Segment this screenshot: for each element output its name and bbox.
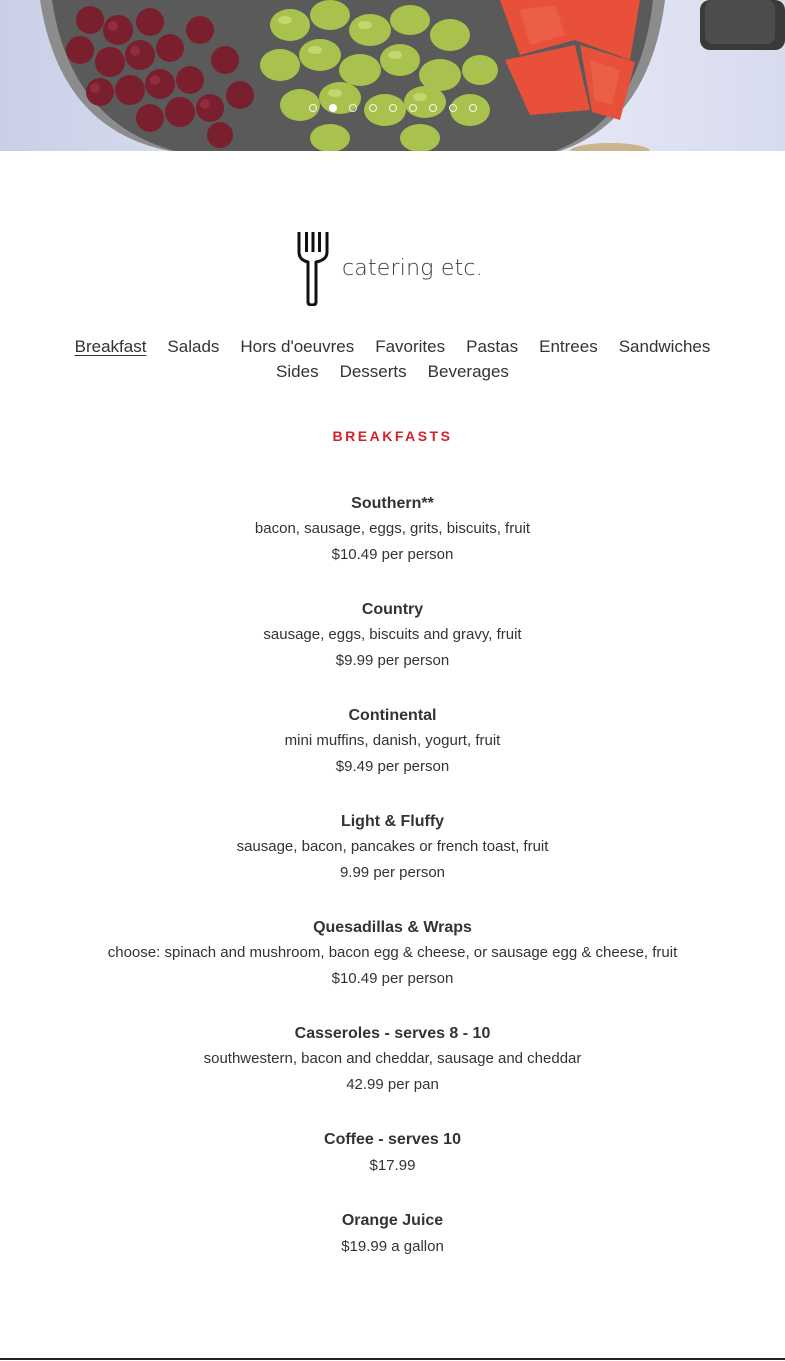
logo-text: catering etc. [342,255,483,281]
nav-link-desserts[interactable]: Desserts [339,362,407,381]
footer-divider [0,1358,785,1360]
carousel-dot-3[interactable] [349,104,357,112]
menu-item [0,703,785,781]
category-nav [0,334,785,384]
menu-item-description: mini muffins, danish, yogurt, fruit [284,732,501,749]
menu-item [0,915,785,993]
menu-item-price: $19.99 a gallon [341,1238,444,1255]
menu-item-price: $10.49 per person [331,970,454,987]
menu-item-name: Light & Fluffy [340,813,445,830]
carousel-dots [0,102,785,114]
nav-link-sandwiches[interactable]: Sandwiches [618,337,711,356]
menu-item-price: $10.49 per person [331,546,454,563]
menu-item [0,597,785,675]
menu-item [0,809,785,887]
carousel-dot-9[interactable] [469,104,477,112]
menu-item-name: Country [361,601,424,618]
carousel-dot-7[interactable] [429,104,437,112]
menu-item-price: $17.99 [369,1157,416,1174]
nav-link-salads[interactable]: Salads [167,337,220,356]
menu-item-price: $9.49 per person [335,758,450,775]
menu-item-name: Coffee - serves 10 [324,1131,461,1148]
menu-item-name: Orange Juice [341,1212,444,1229]
menu-item [0,1127,785,1180]
carousel-dot-8[interactable] [449,104,457,112]
logo[interactable] [296,230,483,306]
menu-item-description: choose: spinach and mushroom, bacon egg & cheese, or sausage egg & cheese, fruit [107,944,678,961]
nav-link-favorites[interactable]: Favorites [375,337,446,356]
carousel-dot-4[interactable] [369,104,377,112]
nav-row-2 [0,359,785,384]
carousel-dot-5[interactable] [389,104,397,112]
menu-item-price: 9.99 per person [339,864,446,881]
menu-item-price: 42.99 per pan [346,1076,439,1093]
carousel-dot-6[interactable] [409,104,417,112]
nav-link-breakfast[interactable]: Breakfast [74,337,147,356]
menu-item-name: Casseroles - serves 8 - 10 [294,1025,491,1042]
menu-item [0,491,785,569]
carousel-dot-1[interactable] [309,104,317,112]
hero-image [0,0,785,151]
menu-item-name: Quesadillas & Wraps [313,919,472,936]
menu-item-description: bacon, sausage, eggs, grits, biscuits, fruit [254,520,531,537]
nav-row-1 [0,334,785,359]
menu-item-name: Continental [348,707,437,724]
nav-link-entrees[interactable]: Entrees [539,337,598,356]
menu-list [0,491,785,1289]
nav-link-hors-doeuvres[interactable]: Hors d'oeuvres [240,337,355,356]
section-title: BREAKFASTS [332,428,453,444]
menu-item-description: southwestern, bacon and cheddar, sausage and cheddar [203,1050,582,1067]
menu-item-description: sausage, eggs, biscuits and gravy, fruit [263,626,522,643]
menu-item-name: Southern** [351,495,434,512]
menu-item [0,1021,785,1099]
menu-item [0,1208,785,1261]
carousel-dot-2[interactable] [329,104,337,112]
nav-link-pastas[interactable]: Pastas [466,337,519,356]
nav-link-sides[interactable]: Sides [276,362,319,381]
nav-link-beverages[interactable]: Beverages [427,362,509,381]
menu-item-price: $9.99 per person [335,652,450,669]
fork-icon [296,230,330,306]
menu-item-description: sausage, bacon, pancakes or french toast, fruit [236,838,549,855]
hero-carousel[interactable] [0,0,785,151]
